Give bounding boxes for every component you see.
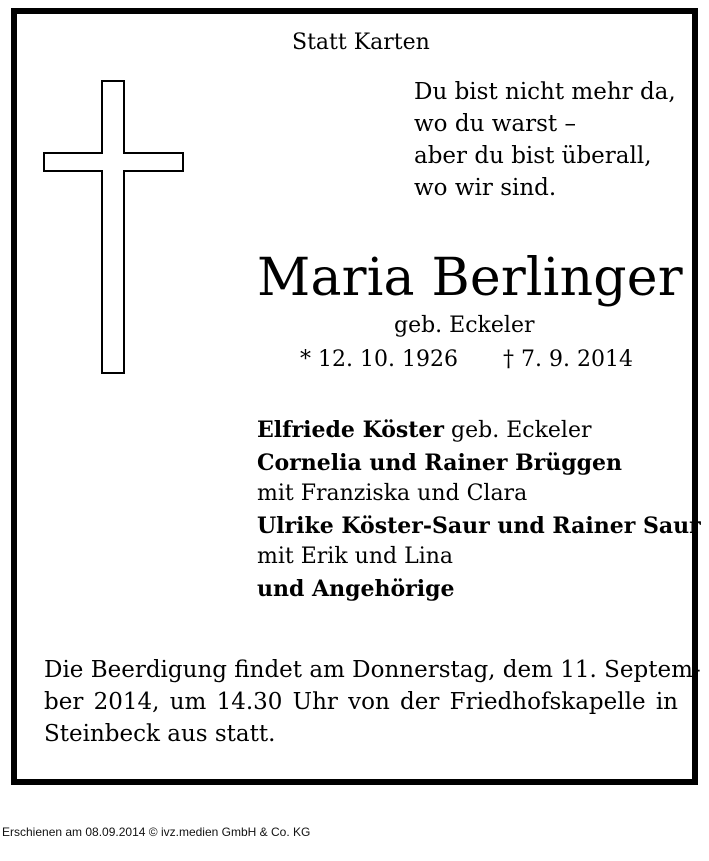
poem-line: wo du warst –: [414, 111, 576, 137]
funeral-line: Die Beerdigung findet am Donnerstag, dem 11. Septem-: [44, 657, 701, 683]
mourner-entry: [257, 573, 701, 606]
mourner-suffix: geb. Eckeler: [444, 418, 592, 443]
header-text: Statt Karten: [292, 30, 430, 55]
poem-line: wo wir sind.: [414, 175, 557, 201]
mourner-entry: [257, 414, 701, 447]
funeral-line: Steinbeck aus statt.: [44, 721, 276, 747]
mourner-name: Ulrike Köster-Saur und Rainer Saur: [257, 513, 701, 539]
mourner-with: mit Franziska und Clara: [257, 481, 528, 506]
mourner-with: mit Erik und Lina: [257, 544, 454, 569]
funeral-line: ber 2014, um 14.30 Uhr von der Friedhofskapelle in: [44, 689, 678, 715]
mourners-list: [257, 414, 701, 606]
publication-footer: Erschienen am 08.09.2014 © ivz.medien GmbH & Co. KG: [2, 825, 311, 839]
poem: [414, 76, 676, 204]
cross-icon: [43, 80, 185, 374]
obituary-frame: [11, 8, 701, 785]
deceased-name: Maria Berlinger: [257, 248, 683, 308]
mourner-name: Elfriede Köster: [257, 417, 445, 443]
poem-line: aber du bist überall,: [414, 143, 652, 169]
mourner-name: Cornelia und Rainer Brüggen: [257, 450, 623, 476]
funeral-info: [44, 654, 701, 750]
mourner-name: und Angehörige: [257, 576, 455, 602]
mourner-entry: [257, 447, 701, 480]
mourner-entry: [257, 510, 701, 543]
death-date: † 7. 9. 2014: [503, 347, 633, 372]
poem-line: Du bist nicht mehr da,: [414, 79, 676, 105]
birth-name: geb. Eckeler: [394, 313, 535, 338]
birth-date: * 12. 10. 1926: [300, 347, 458, 372]
